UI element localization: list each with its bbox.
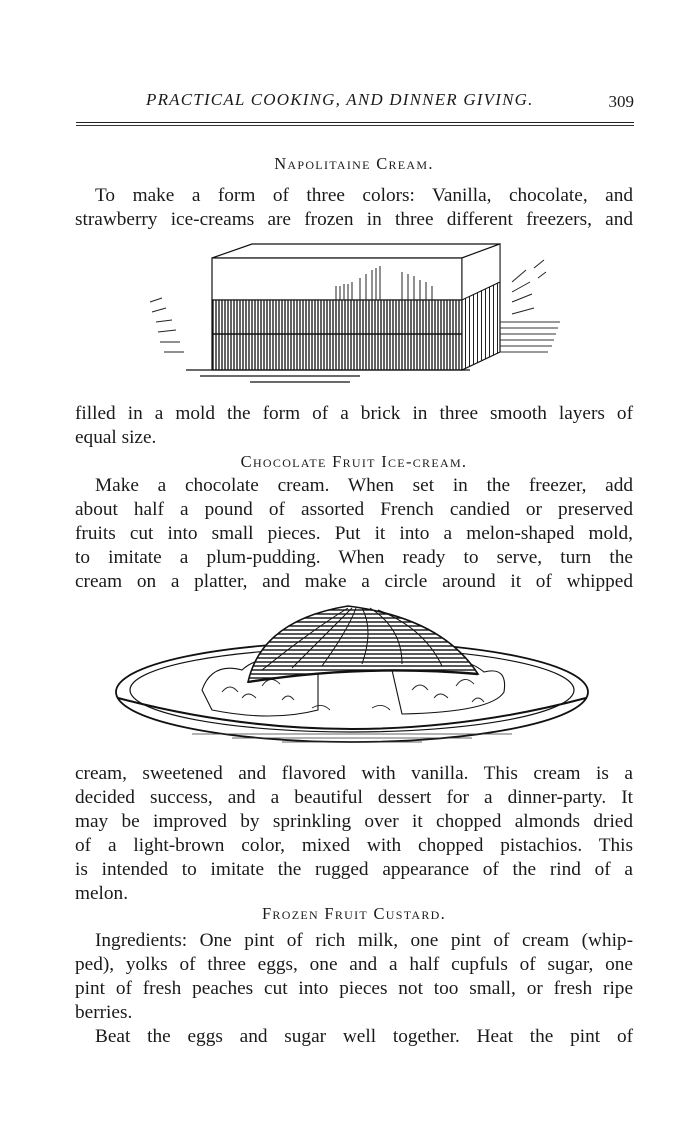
section-heading-napolitaine-cream: Napolitaine Cream. [274,154,434,173]
napolitaine-intro-paragraph [75,184,633,232]
page-number: 309 [608,92,634,111]
napolitaine-after-paragraph [75,402,633,450]
text-line: Ingredients: One pint of rich milk, one pint of cream (whip- [95,930,633,951]
text-line: berries. [75,1002,133,1023]
custard-ingredients-paragraph [75,929,633,1025]
text-line: decided success, and a beautiful dessert for a dinner-party. It [75,787,633,808]
text-line: is intended to imitate the rugged appearance of the rind of a [75,859,633,880]
text-line: Make a chocolate cream. When set in the freezer, add [95,475,633,496]
text-line: may be improved by sprinkling over it chopped almonds dried [75,811,633,832]
text-line: filled in a mold the form of a brick in three smooth layers of [75,403,633,424]
chocolate-after-paragraph [75,762,633,906]
text-line: of a light-brown color, mixed with chopped pistachios. This [75,835,633,856]
ice-cream-brick-illustration [140,242,570,390]
running-header [76,88,634,116]
text-line: ped), yolks of three eggs, one and a half cupfuls of sugar, one [75,954,633,975]
text-line: Beat the eggs and sugar well together. Heat the pint of [95,1026,633,1047]
text-line: strawberry ice-creams are frozen in three different freezers, and [75,209,633,230]
section-heading-frozen-fruit-custard: Frozen Fruit Custard. [261,904,447,923]
text-line: melon. [75,883,129,904]
text-line: fruits cut into small pieces. Put it into a melon-shaped mold, [75,523,633,544]
text-line: equal size. [75,427,157,448]
header-rule [76,122,634,126]
running-head-title: PRACTICAL COOKING, AND DINNER GIVING. [146,90,534,109]
text-line: to imitate a plum-pudding. When ready to serve, turn the [75,547,633,568]
custard-method-paragraph [75,1025,633,1049]
chocolate-intro-paragraph [75,474,633,594]
section-heading-chocolate-fruit-ice-cream: Chocolate Fruit Ice-cream. [240,452,468,471]
text-line: about half a pound of assorted French candied or preserved [75,499,633,520]
text-line: To make a form of three colors: Vanilla, chocolate, and [95,185,633,206]
melon-mold-platter-illustration [112,600,592,750]
text-line: cream on a platter, and make a circle around it of whipped [75,571,633,592]
text-line: cream, sweetened and flavored with vanilla. This cream is a [75,763,633,784]
text-line: pint of fresh peaches cut into pieces not too small, or fresh ripe [75,978,633,999]
